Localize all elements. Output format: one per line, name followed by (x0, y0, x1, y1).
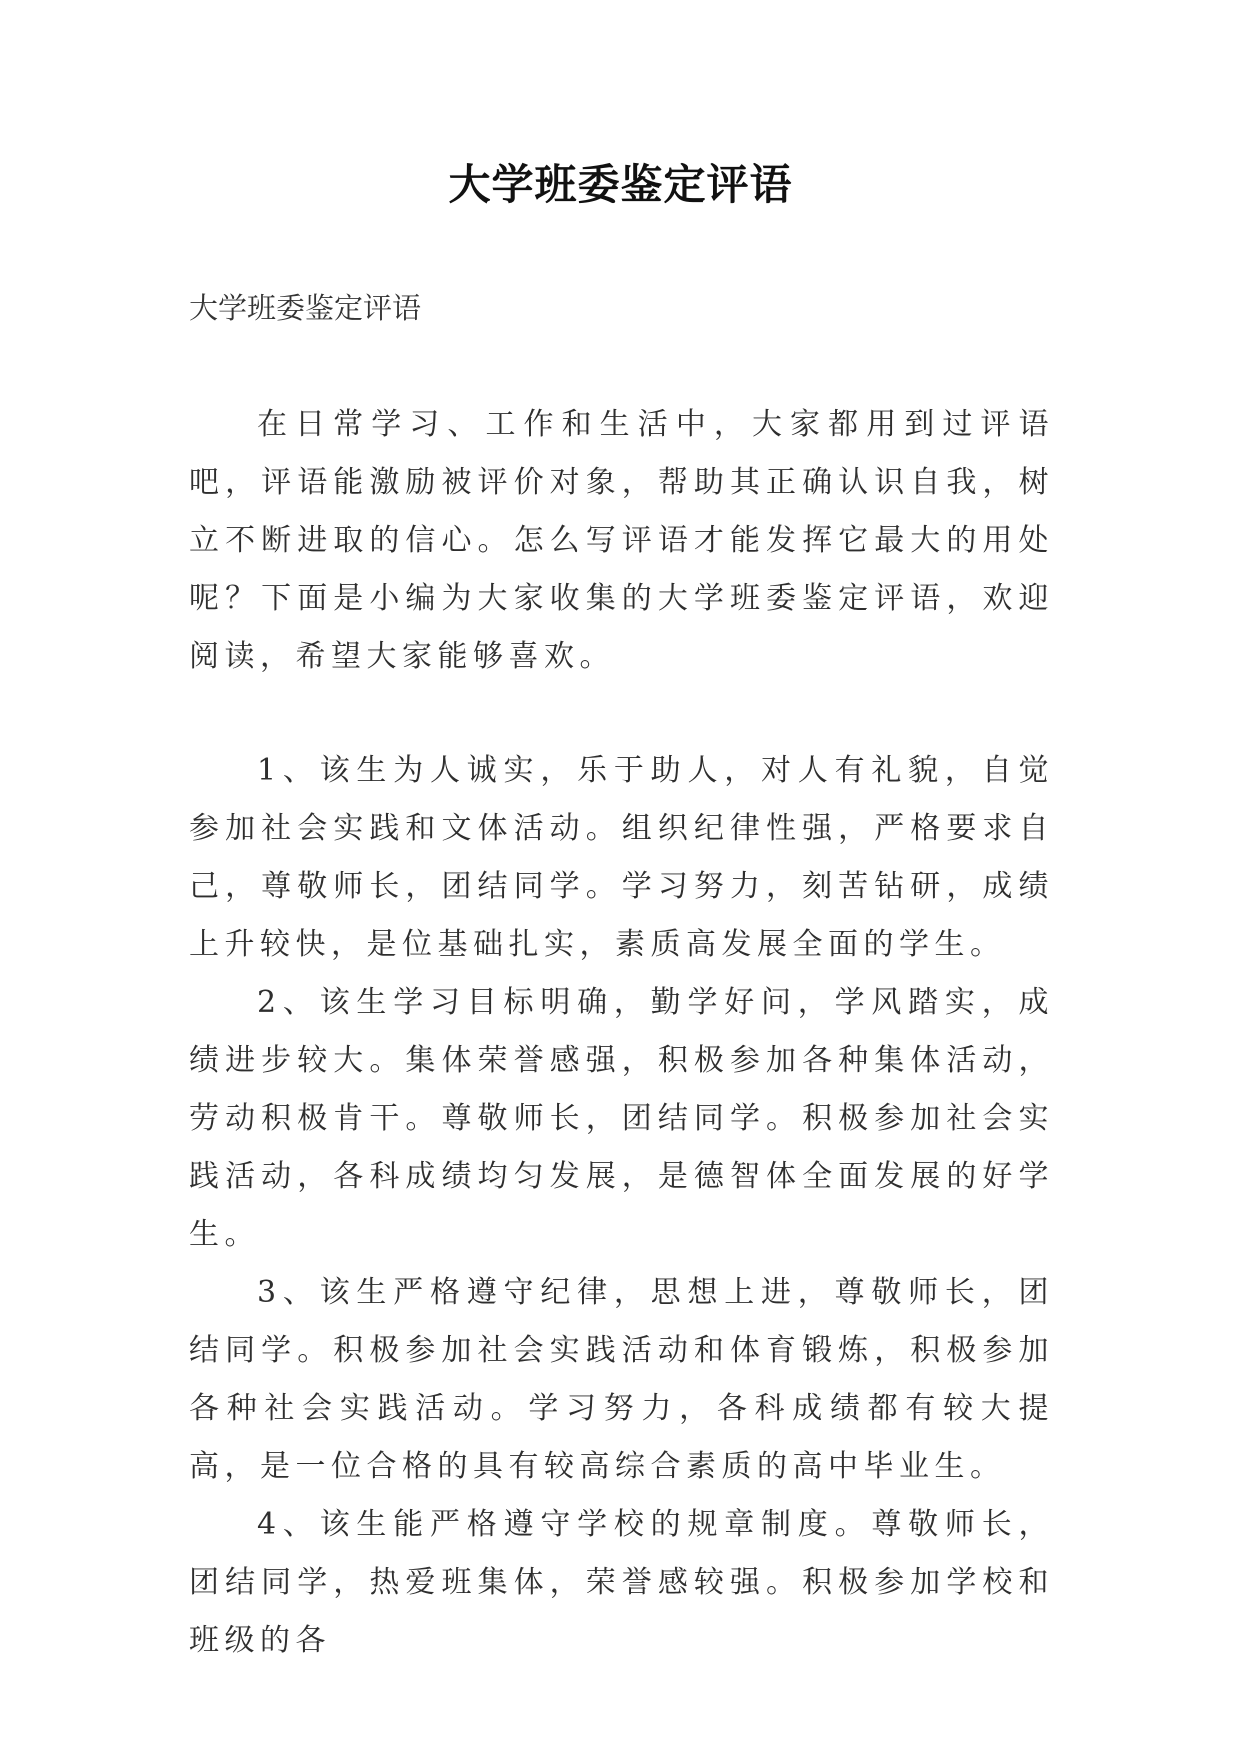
document-subtitle: 大学班委鉴定评语 (189, 291, 422, 325)
comment-item-4: 4、该生能严格遵守学校的规章制度。尊敬师长，团结同学，热爱班集体，荣誉感较强。积极参加学校和班级的各 (189, 1507, 1054, 1658)
comment-item-2: 2、该生学习目标明确，勤学好问，学风踏实，成绩进步较大。集体荣誉感强，积极参加各种集体活动，劳动积极肯干。尊敬师长，团结同学。积极参加社会实践活动，各科成绩均匀发展，是德智体全面发展的好学生。 (189, 985, 1054, 1252)
intro-paragraph: 在日常学习、工作和生活中，大家都用到过评语吧，评语能激励被评价对象，帮助其正确认识自我，树立不断进取的信心。怎么写评语才能发挥它最大的用处呢？下面是小编为大家收集的大学班委鉴定评语，欢迎阅读，希望大家能够喜欢。 (189, 407, 1054, 674)
comment-item-3: 3、该生严格遵守纪律，思想上进，尊敬师长，团结同学。积极参加社会实践活动和体育锻炼，积极参加各种社会实践活动。学习努力，各科成绩都有较大提高，是一位合格的具有较高综合素质的高中毕业生。 (189, 1275, 1054, 1484)
document-body (189, 288, 1054, 1670)
comment-item-1: 1、该生为人诚实，乐于助人，对人有礼貌，自觉参加社会实践和文体活动。组织纪律性强，严格要求自己，尊敬师长，团结同学。学习努力，刻苦钻研，成绩上升较快，是位基础扎实，素质高发展全面的学生。 (189, 753, 1054, 962)
document-title: 大学班委鉴定评语 (448, 160, 793, 209)
